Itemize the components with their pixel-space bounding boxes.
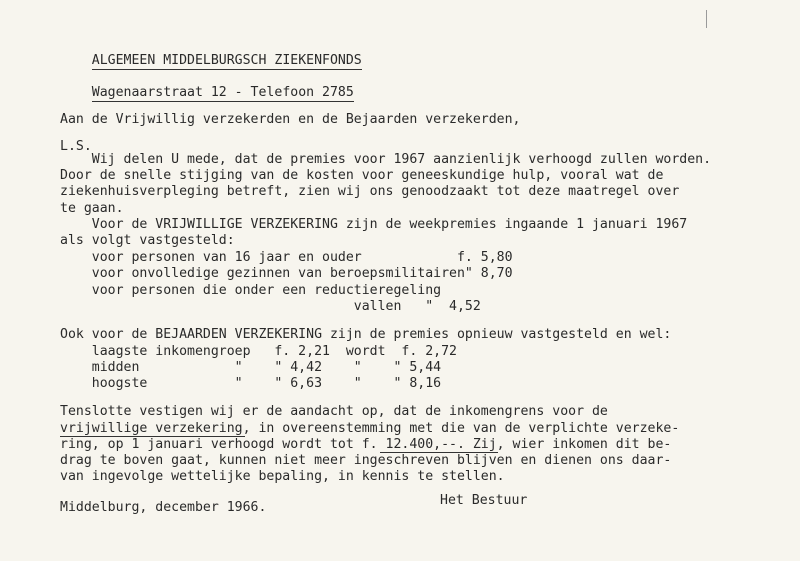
paragraph-2-line: Voor de VRIJWILLIGE VERZEKERING zijn de weekpremies ingaande 1 januari 1967 [60,217,688,232]
org-name: ALGEMEEN MIDDELBURGSCH ZIEKENFONDS [91,53,362,68]
rate-row-vrijwillig: voor onvolledige gezinnen van beroepsmilitairen" 8,70 [60,266,513,281]
paragraph-4-line: drag te boven gaat, kunnen niet meer ingeschreven blijven en dienen ons daar- [60,453,672,468]
paragraph-1-line: ziekenhuisverpleging betreft, zien wij ons genoodzaakt tot deze maatregel over [60,184,680,199]
addressee-line: Aan de Vrijwillig verzekerden en de Bejaarden verzekerden, [60,112,521,127]
salutation: L.S. [60,139,92,154]
rate-row-vrijwillig: voor personen van 16 jaar en ouder f. 5,80 [60,250,513,265]
paragraph-1-line: Wij delen U mede, dat de premies voor 1967 aanzienlijk verhoogd zullen worden. [60,152,712,167]
paragraph-2-line: als volgt vastgesteld: [60,233,235,248]
margin-tick [706,10,707,28]
paragraph-4-line: van ingevolge wettelijke bepaling, in kennis te stellen. [60,469,505,484]
paragraph-4-line: ring, op 1 januari verhoogd wordt tot f. 12.400,--. Zij, wier inkomen dit be- [60,437,672,452]
underline-mark [60,436,245,437]
rate-row-bejaarden: hoogste " " 6,63 " " 8,16 [60,376,442,391]
rate-row-vrijwillig: voor personen die onder een reductieregeling [60,283,442,298]
rate-row-bejaarden: midden " " 4,42 " " 5,44 [60,360,442,375]
signature: Het Bestuur [440,493,528,508]
closing-place-date: Middelburg, december 1966. [60,500,267,515]
paragraph-3: Ook voor de BEJAARDEN VERZEKERING zijn de premies opnieuw vastgesteld en wel: [60,327,672,342]
rate-row-vrijwillig: vallen " 4,52 [60,299,481,314]
rate-row-bejaarden: laagste inkomengroep f. 2,21 wordt f. 2,72 [60,344,457,359]
paragraph-4-line: vrijwillige verzekering, in overeenstemming met die van de verplichte verzeke- [60,421,680,436]
paragraph-4-line: Tenslotte vestigen wij er de aandacht op, dat de inkomengrens voor de [60,404,608,419]
paragraph-1-line: te gaan. [60,201,124,216]
address-line: Wagenaarstraat 12 - Telefoon 2785 [91,85,354,100]
paragraph-1-line: Door de snelle stijging van de kosten voor geneeskundige hulp, vooral wat de [60,168,664,183]
underline-mark [380,452,498,453]
